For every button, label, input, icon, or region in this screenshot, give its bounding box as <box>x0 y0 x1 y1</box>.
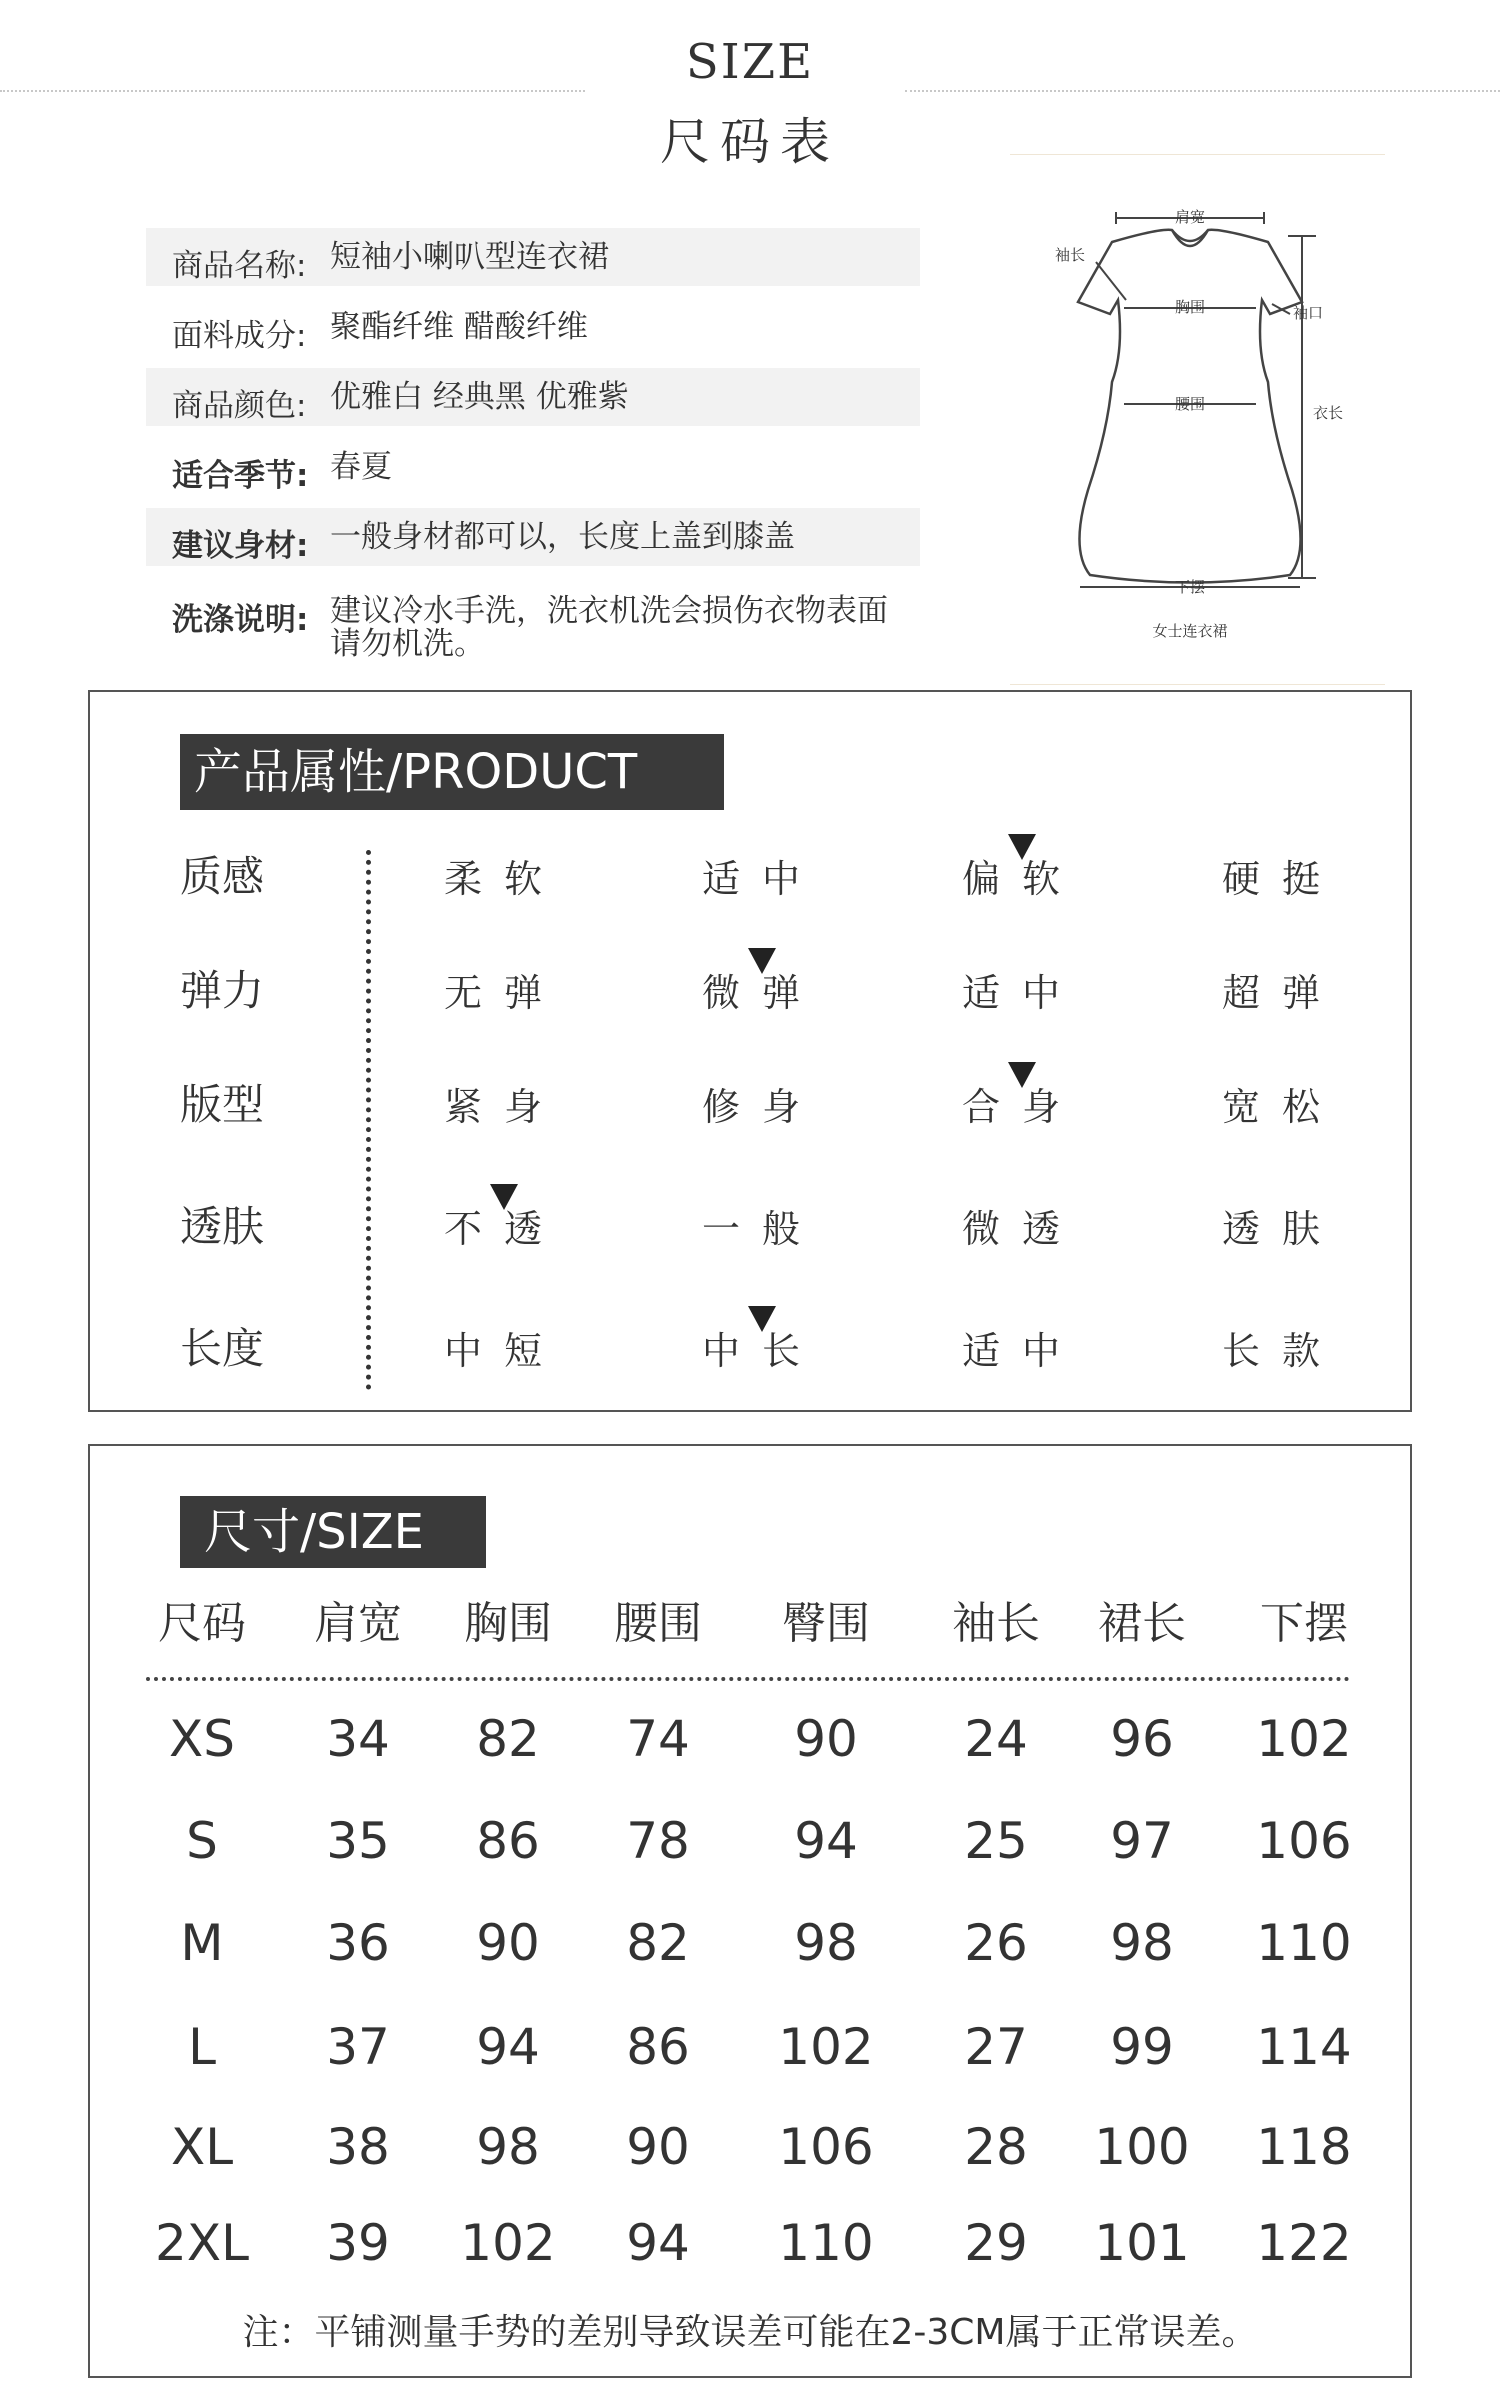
size-cell: 34 <box>326 1710 390 1768</box>
info-label: 面料成分: <box>172 318 307 354</box>
size-cell: 97 <box>1110 1812 1174 1870</box>
size-cell: 82 <box>476 1710 540 1768</box>
label-sleeve: 袖长 <box>1054 246 1086 264</box>
attribute-label: 版型 <box>180 1080 265 1129</box>
selected-marker-icon <box>1008 834 1036 860</box>
size-cell: 90 <box>476 1914 540 1972</box>
size-cell: 24 <box>964 1710 1028 1768</box>
attribute-option: 宽松 <box>1222 1085 1343 1129</box>
attribute-option: 硬挺 <box>1222 857 1343 901</box>
attribute-option: 柔软 <box>444 857 565 901</box>
size-cell: 106 <box>1256 1812 1352 1870</box>
size-cell: 122 <box>1256 2214 1352 2272</box>
attribute-option: 适中 <box>962 971 1083 1015</box>
diagram-bottom-line <box>1010 684 1385 685</box>
size-row-label: L <box>188 2018 216 2076</box>
size-column-header: 胸围 <box>464 1598 552 1649</box>
info-row-fabric <box>146 298 920 356</box>
attribute-option: 中长 <box>702 1329 823 1373</box>
size-cell: 36 <box>326 1914 390 1972</box>
attribute-option: 紧身 <box>444 1085 565 1129</box>
size-cell: 96 <box>1110 1710 1174 1768</box>
selected-marker-icon <box>490 1184 518 1210</box>
size-row-label: M <box>180 1914 224 1972</box>
attribute-label: 透肤 <box>180 1202 265 1251</box>
attribute-option: 合身 <box>962 1085 1083 1129</box>
info-value: 一般身材都可以，长度上盖到膝盖 <box>330 519 795 555</box>
size-cell: 102 <box>778 2018 874 2076</box>
attribute-option: 透肤 <box>1222 1207 1343 1251</box>
size-cell: 98 <box>476 2118 540 2176</box>
size-cell: 102 <box>1256 1710 1352 1768</box>
info-label: 商品颜色: <box>172 388 307 424</box>
label-length: 衣长 <box>1312 404 1344 422</box>
attribute-option: 长款 <box>1222 1329 1343 1373</box>
size-cell: 82 <box>626 1914 690 1972</box>
size-cell: 102 <box>460 2214 556 2272</box>
size-row-label: XL <box>170 2118 234 2176</box>
info-value: 聚酯纤维 醋酸纤维 <box>330 309 588 345</box>
attribute-option: 适中 <box>702 857 823 901</box>
size-row-label: S <box>186 1812 218 1870</box>
selected-marker-icon <box>748 948 776 974</box>
info-row-color <box>146 368 920 426</box>
size-column-header: 臀围 <box>782 1598 870 1649</box>
attribute-divider <box>366 850 371 1390</box>
page-title-en: SIZE <box>685 34 815 90</box>
size-table-divider <box>146 1677 1350 1681</box>
label-shoulder: 肩宽 <box>1174 208 1206 226</box>
size-column-header: 腰围 <box>614 1598 702 1649</box>
size-cell: 35 <box>326 1812 390 1870</box>
attribute-option: 偏软 <box>962 857 1083 901</box>
size-cell: 100 <box>1094 2118 1190 2176</box>
size-cell: 98 <box>1110 1914 1174 1972</box>
dress-diagram <box>1040 190 1344 660</box>
size-cell: 114 <box>1256 2018 1352 2076</box>
page-title-cn: 尺码表 <box>660 113 840 171</box>
header-divider-right <box>905 90 1500 92</box>
size-cell: 90 <box>626 2118 690 2176</box>
size-cell: 38 <box>326 2118 390 2176</box>
size-cell: 90 <box>794 1710 858 1768</box>
dress-neckline <box>1172 230 1208 246</box>
info-row-wash <box>146 582 920 672</box>
info-label: 建议身材: <box>172 528 309 564</box>
size-cell: 26 <box>964 1914 1028 1972</box>
info-value-line2: 请勿机洗。 <box>330 626 485 662</box>
label-waist: 腰围 <box>1174 395 1206 413</box>
size-cell: 101 <box>1094 2214 1190 2272</box>
diagram-top-line <box>1010 154 1385 155</box>
info-row-season <box>146 438 920 496</box>
info-label: 商品名称: <box>172 248 307 284</box>
info-row-body <box>146 508 920 566</box>
selected-marker-icon <box>748 1306 776 1332</box>
size-column-header: 尺码 <box>158 1598 246 1649</box>
size-cell: 28 <box>964 2118 1028 2176</box>
attribute-option: 修身 <box>702 1085 823 1129</box>
attribute-label: 质感 <box>180 852 265 901</box>
size-cell: 99 <box>1110 2018 1174 2076</box>
size-cell: 94 <box>626 2214 690 2272</box>
attribute-option: 适中 <box>962 1329 1083 1373</box>
label-chest: 胸围 <box>1174 298 1206 316</box>
size-cell: 27 <box>964 2018 1028 2076</box>
label-hem: 下摆 <box>1174 578 1206 596</box>
size-cell: 86 <box>626 2018 690 2076</box>
size-row-label: 2XL <box>155 2214 249 2272</box>
size-cell: 86 <box>476 1812 540 1870</box>
attribute-option: 中短 <box>444 1329 565 1373</box>
label-cuff: 袖口 <box>1292 304 1324 322</box>
label-caption: 女士连衣裙 <box>1152 622 1228 640</box>
info-label: 适合季节: <box>172 458 309 494</box>
attribute-option: 不透 <box>444 1207 565 1251</box>
info-label: 洗涤说明: <box>172 602 309 638</box>
info-value: 春夏 <box>330 449 392 485</box>
info-value: 优雅白 经典黑 优雅紫 <box>330 379 629 415</box>
attribute-option: 微弹 <box>702 971 823 1015</box>
attribute-option: 微透 <box>962 1207 1083 1251</box>
size-cell: 98 <box>794 1914 858 1972</box>
size-column-header: 袖长 <box>952 1598 1040 1649</box>
info-value: 短袖小喇叭型连衣裙 <box>330 239 609 275</box>
header-divider-left <box>0 90 585 92</box>
size-cell: 29 <box>964 2214 1028 2272</box>
info-row-name <box>146 228 920 286</box>
size-column-header: 下摆 <box>1260 1598 1348 1649</box>
size-cell: 94 <box>476 2018 540 2076</box>
size-cell: 110 <box>778 2214 874 2272</box>
measurement-note: 注：平铺测量手势的差别导致误差可能在2-3CM属于正常误差。 <box>242 2312 1258 2353</box>
size-cell: 25 <box>964 1812 1028 1870</box>
size-cell: 78 <box>626 1812 690 1870</box>
size-cell: 118 <box>1256 2118 1352 2176</box>
size-column-header: 裙长 <box>1098 1598 1186 1649</box>
attribute-label: 长度 <box>180 1324 265 1373</box>
size-cell: 94 <box>794 1812 858 1870</box>
attribute-option: 超弹 <box>1222 971 1343 1015</box>
product-section-title: 产品属性/PRODUCT <box>180 734 724 810</box>
size-row-label: XS <box>169 1710 235 1768</box>
attribute-option: 无弹 <box>444 971 565 1015</box>
size-cell: 39 <box>326 2214 390 2272</box>
size-cell: 110 <box>1256 1914 1352 1972</box>
attribute-label: 弹力 <box>180 966 265 1015</box>
size-column-header: 肩宽 <box>314 1598 402 1649</box>
size-cell: 74 <box>626 1710 690 1768</box>
attribute-option: 一般 <box>702 1207 823 1251</box>
selected-marker-icon <box>1008 1062 1036 1088</box>
size-cell: 37 <box>326 2018 390 2076</box>
size-cell: 106 <box>778 2118 874 2176</box>
size-section-title: 尺寸/SIZE <box>180 1496 486 1568</box>
info-value: 建议冷水手洗，洗衣机洗会损伤衣物表面 <box>330 593 888 629</box>
